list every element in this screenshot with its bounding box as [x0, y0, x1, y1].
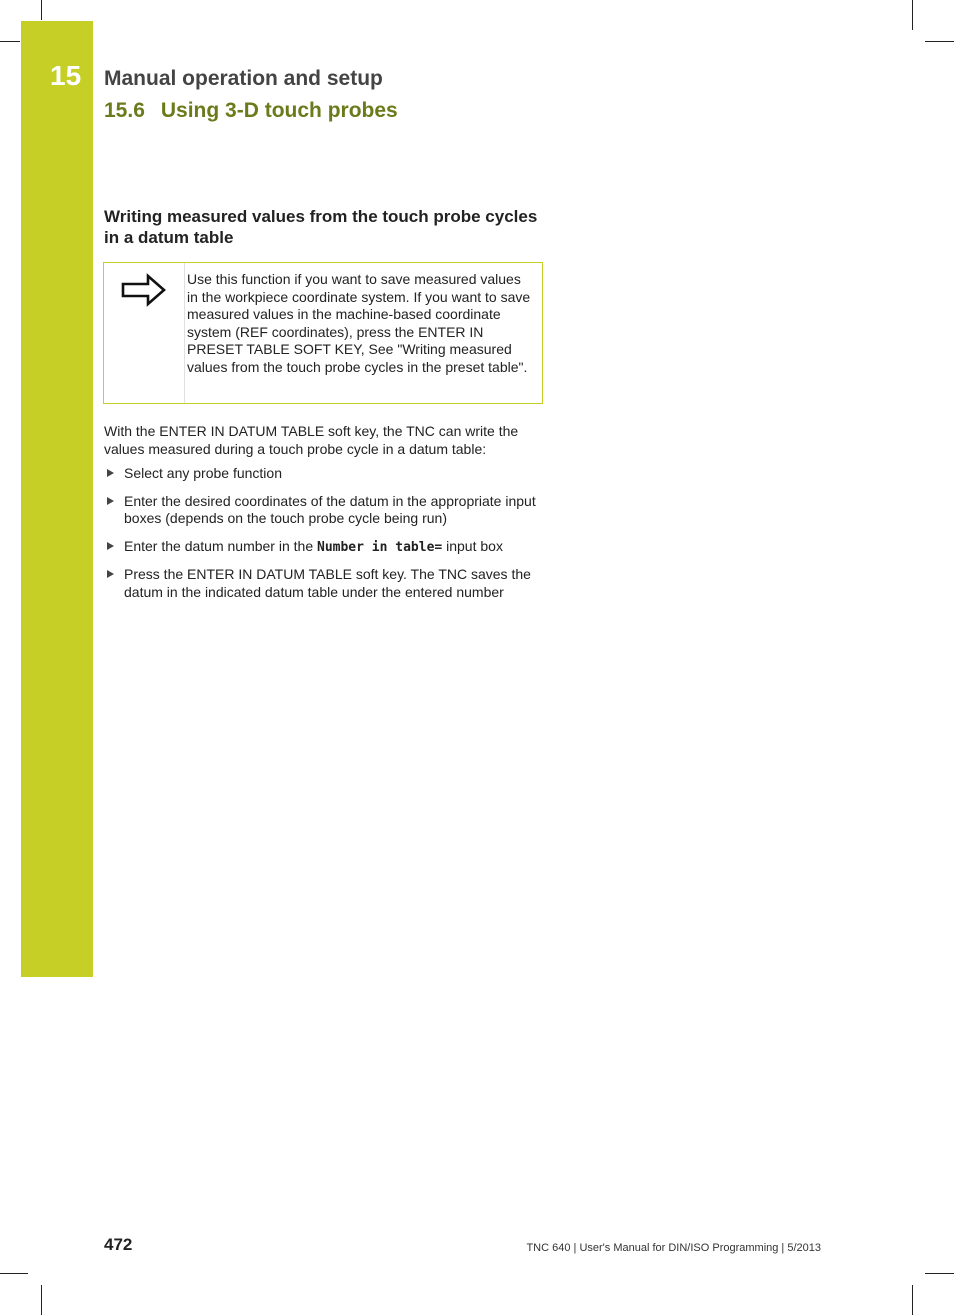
note-text: Use this function if you want to save measured values in the workpiece coordinate system. If you want to save measured values in the machine-based coordinate system (REF coordinates), press the ENTER IN PRESET TABLE SOFT KEY, See "Writing measured values from the touch probe cycles in the preset table".	[187, 271, 531, 375]
list-item	[104, 493, 549, 528]
crop-mark	[925, 1273, 954, 1274]
list-item	[104, 465, 549, 483]
step-text: Enter the desired coordinates of the datum in the appropriate input boxes (depends on the touch probe cycle being run)	[124, 492, 536, 527]
input-box-name: Number in table=	[317, 539, 443, 555]
step-text-before: Enter the datum number in the	[124, 537, 317, 554]
page-number: 472	[104, 1235, 133, 1254]
crop-mark	[41, 1285, 42, 1315]
step-text: Press the ENTER IN DATUM TABLE soft key. The TNC saves the datum in the indicated datum table under the entered number	[124, 566, 531, 600]
section-header	[104, 99, 398, 123]
list-item	[104, 566, 549, 601]
crop-mark	[0, 41, 20, 42]
bullet-arrow-icon	[107, 570, 114, 578]
list-item	[104, 538, 549, 557]
crop-mark	[912, 1285, 913, 1315]
section-number: 15.6	[104, 99, 145, 122]
step-text: Select any probe function	[124, 465, 282, 481]
crop-mark	[912, 0, 913, 30]
crop-mark	[41, 0, 42, 20]
footer-text: TNC 640 | User's Manual for DIN/ISO Programming | 5/2013	[526, 1242, 821, 1254]
arrow-right-outline-icon	[121, 273, 167, 307]
chapter-title: Manual operation and setup	[104, 67, 383, 90]
subsection-heading: Writing measured values from the touch probe cycles in a datum table	[104, 207, 538, 247]
chapter-number: 15	[50, 60, 82, 91]
section-title: Using 3-D touch probes	[160, 99, 398, 122]
chapter-sidebar	[21, 21, 93, 977]
crop-mark	[925, 41, 954, 42]
intro-paragraph: With the ENTER IN DATUM TABLE soft key, the TNC can write the values measured during a touch probe cycle in a datum table:	[104, 423, 519, 457]
bullet-arrow-icon	[107, 497, 114, 505]
bullet-arrow-icon	[107, 469, 114, 477]
step-text-after: input box	[442, 537, 503, 554]
note-box	[103, 262, 543, 404]
crop-mark	[0, 1273, 28, 1274]
note-icon-cell	[104, 263, 185, 403]
step-list	[104, 465, 549, 612]
bullet-arrow-icon	[107, 542, 114, 550]
